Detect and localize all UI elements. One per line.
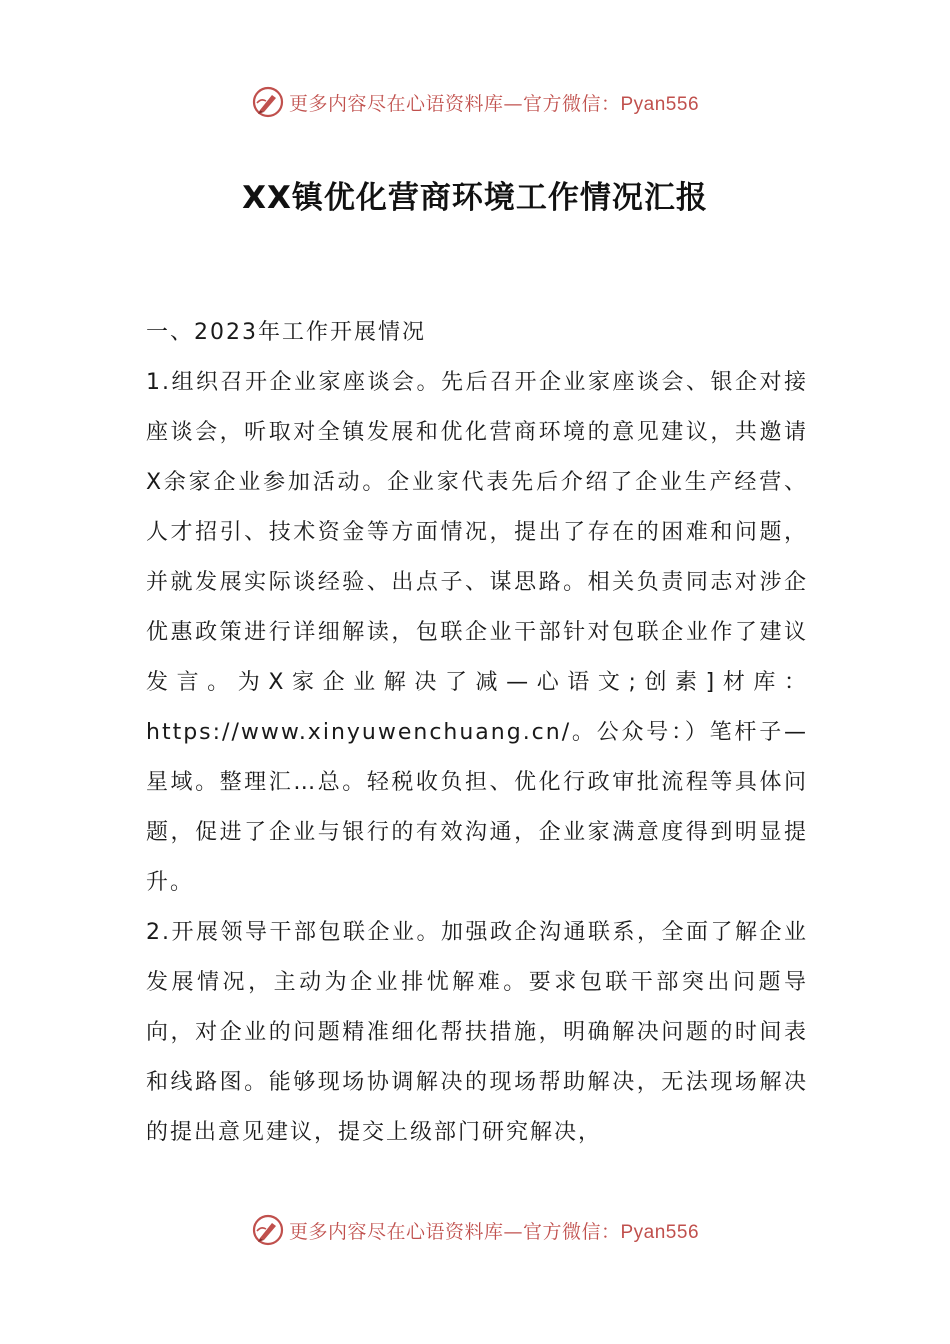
banner-text: 更多内容尽在心语资料库—官方微信：Pyan556 <box>288 92 700 115</box>
document-body <box>146 308 808 1158</box>
section-heading: 一、2023年工作开展情况 <box>146 320 426 345</box>
wechat-id: Pyan556 <box>620 1221 700 1243</box>
wechat-id: Pyan556 <box>620 93 700 115</box>
paragraph: 1.组织召开企业家座谈会。先后召开企业家座谈会、银企对接座谈会，听取对全镇发展和优化营商环境的意见建议，共邀请X余家企业参加活动。企业家代表先后介绍了企业生产经营、人才招引、技术资金等方面情况，提出了存在的困难和问题，并就发展实际谈经验、出点子、谋思路。相关负责同志对涉企优惠政策进行详细解读，包联企业干部针对包联企业作了建议发言。为X家企业解决了减—心语文;创素]材库：https://www.xinyuwenchuang.cn/。公众号：）笔杆子—星域。整理汇…总。轻税收负担、优化行政审批流程等具体问题，促进了企业与银行的有效沟通，企业家满意度得到明显提升。 <box>146 370 808 895</box>
document-title: XX镇优化营商环境工作情况汇报 <box>242 180 708 216</box>
header-banner <box>0 80 950 124</box>
paragraph: 2.开展领导干部包联企业。加强政企沟通联系，全面了解企业发展情况，主动为企业排忧解难。要求包联干部突出问题导向，对企业的问题精准细化帮扶措施，明确解决问题的时间表和线路图。能够现场协调解决的现场帮助解决，无法现场解决的提出意见建议，提交上级部门研究解决， <box>146 920 808 1145</box>
pen-logo-icon <box>251 85 285 119</box>
footer-banner <box>0 1208 950 1252</box>
banner-text: 更多内容尽在心语资料库—官方微信：Pyan556 <box>288 1220 700 1243</box>
pen-logo-icon <box>251 1213 285 1247</box>
